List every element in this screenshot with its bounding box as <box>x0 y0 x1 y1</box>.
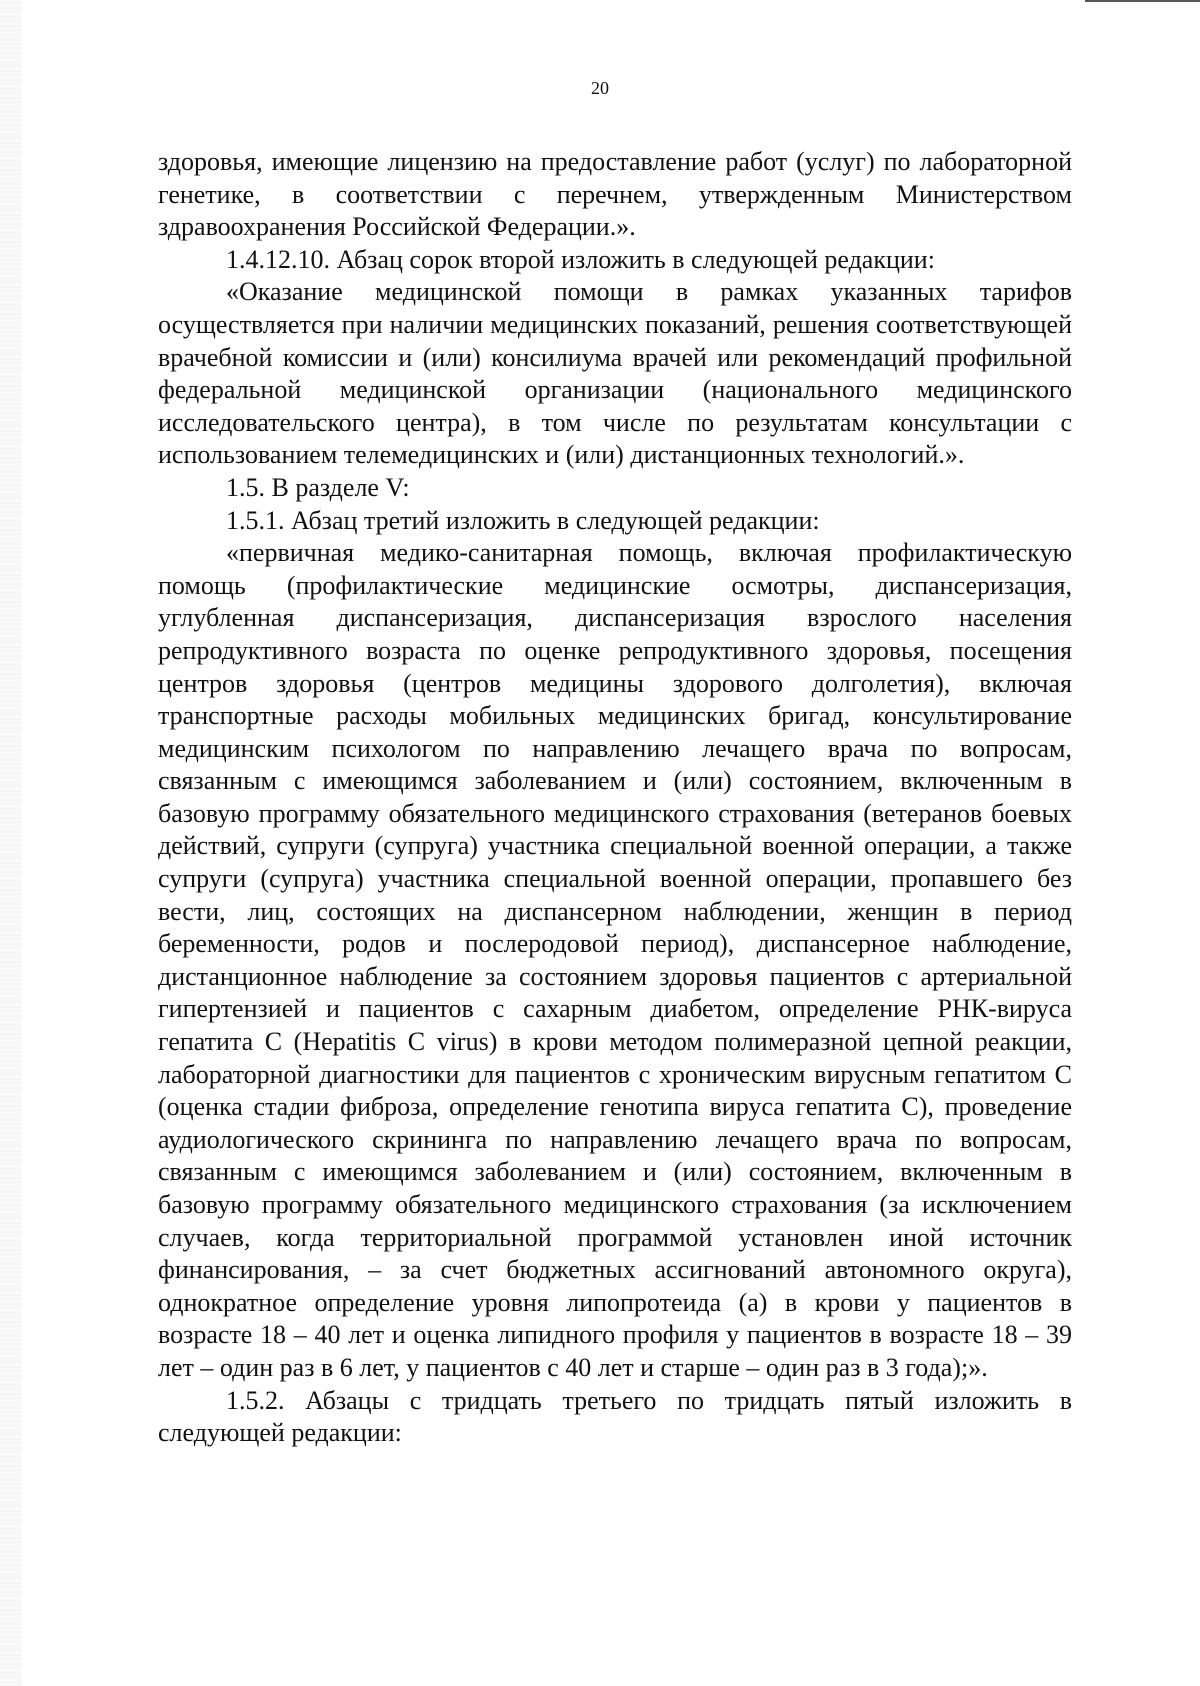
paragraph-quote-medical-care: «Оказание медицинской помощи в рамках указанных тарифов осуществляется при наличии медицинских показаний, решения соответствующей врачебной комиссии и (или) консилиума врачей или рекомендаций профильной федеральной медицинской организации (национального медицинского исследовательского центра), в том числе по результатам консультации с использованием телемедицинских и (или) дистанционных технологий.». <box>158 277 1072 470</box>
paragraph-item-1-5-2: 1.5.2. Абзацы с тридцать третьего по тридцать пятый изложить в следующей редакции: <box>158 1385 1072 1448</box>
paragraph-quote-primary-care: «первичная медико-санитарная помощь, включая профилактическую помощь (профилактические медицинские осмотры, диспансеризация, углубленная диспансеризация, диспансеризация взрослого населения репродуктивного возраста по оценке репродуктивного здоровья, посещения центров здоровья (центров медицины здорового долголетия), включая транспортные расходы мобильных медицинских бригад, консультирование медицинским психологом по направлению лечащего врача по вопросам, связанным с имеющимся заболеванием и (или) состоянием, включенным в базовую программу обязательного медицинского страхования (ветеранов боевых действий, супруги (супруга) участника специальной военной операции, а также супруги (супруга) участника специальной военной операции, пропавшего без вести, лиц, состоящих на диспансерном наблюдении, женщин в период беременности, родов и послеродовой период), диспансерное наблюдение, дистанционное наблюдение за состоянием здоровья пациентов с артериальной гипертензией и пациентов с сахарным диабетом, определение РНК-вируса гепатита С (Hepatitis C virus) в крови методом полимеразной цепной реакции, лабораторной диагностики для пациентов с хроническим вирусным гепатитом С (оценка стадии фиброза, определение генотипа вируса гепатита С), проведение аудиологического скрининга по направлению лечащего врача по вопросам, связанным с имеющимся заболеванием и (или) состоянием, включенным в базовую программу обязательного медицинского страхования (за исключением случаев, когда территориальной программой установлен иной источник финансирования, – за счет бюджетных ассигнований автономного округа), однократное определение уровня липопротеида (а) в крови у пациентов в возрасте 18 – 40 лет и оценка липидного профиля у пациентов в возрасте 18 – 39 лет – один раз в 6 лет, у пациентов с 40 лет и старше – один раз в 3 года);». <box>158 538 1072 1382</box>
paragraph-item-1-5-1: 1.5.1. Абзац третий изложить в следующей редакции: <box>226 505 820 535</box>
scan-top-line <box>1085 0 1200 2</box>
page-number: 20 <box>591 78 609 98</box>
document-body <box>158 146 1072 1450</box>
scan-edge-artifact <box>0 0 22 1686</box>
paragraph-item-1-5: 1.5. В разделе V: <box>226 472 410 502</box>
paragraph-continuation: здоровья, имеющие лицензию на предоставление работ (услуг) по лабораторной генетике, в соответствии с перечнем, утвержденным Министерством здравоохранения Российской Федерации.». <box>158 147 1072 242</box>
paragraph-item-1-4-12-10: 1.4.12.10. Абзац сорок второй изложить в следующей редакции: <box>226 244 935 274</box>
